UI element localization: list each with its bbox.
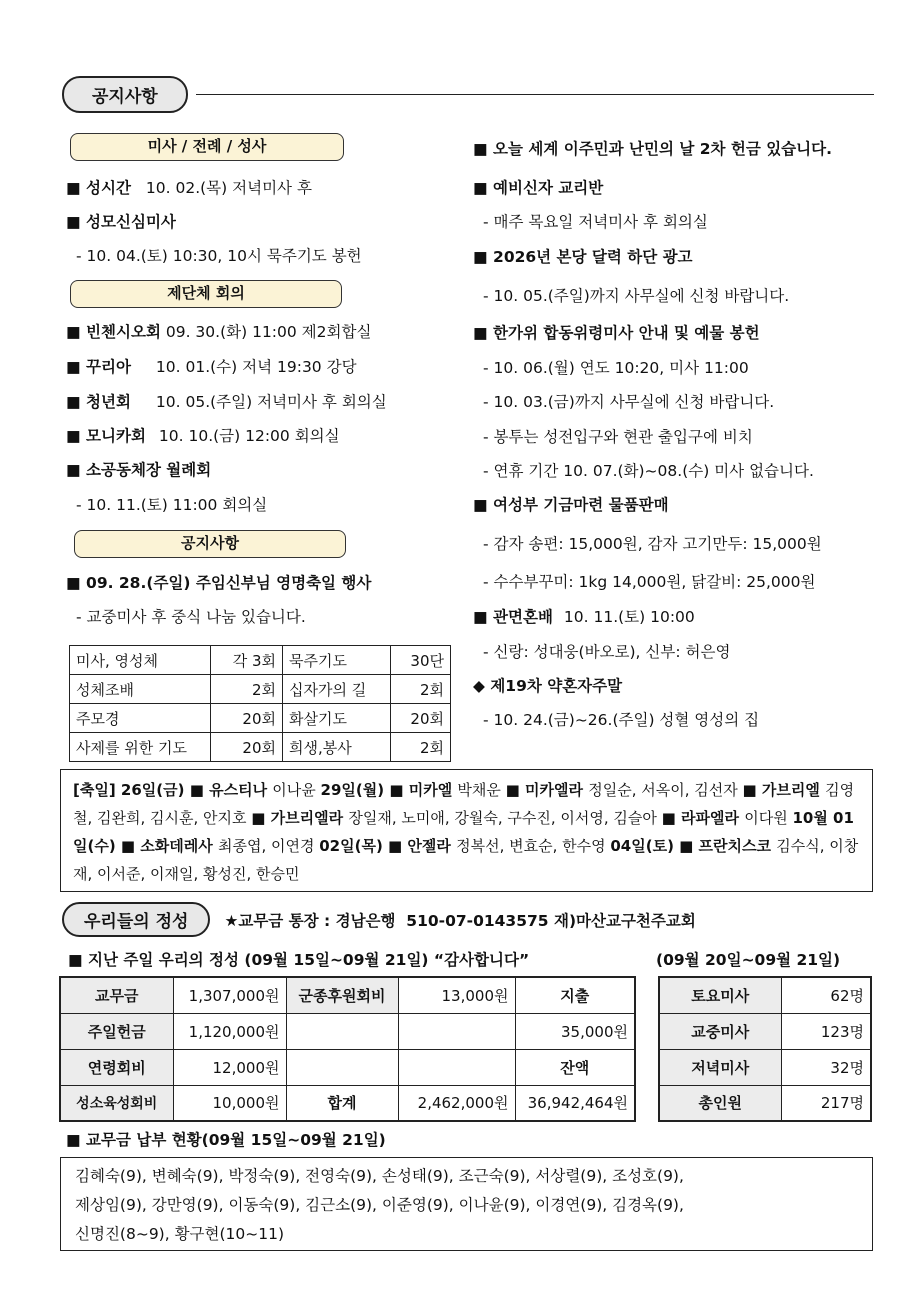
table-cell: 총인원 <box>659 1085 781 1121</box>
table-cell: 62명 <box>781 977 871 1013</box>
table-row <box>659 1085 871 1121</box>
community-title: 소공동체장 월례회 <box>86 461 212 479</box>
catechumen-text: - 매주 목요일 저녁미사 후 회의실 <box>483 213 708 231</box>
wedding-text: - 신랑: 성대웅(바오로), 신부: 허은영 <box>483 643 731 661</box>
table-cell: 주모경 <box>70 704 211 733</box>
feast-seg: ■ 가브리엘라 <box>251 809 349 827</box>
wedding-item: ■ 관면혼배 10. 11.(토) 10:00 <box>473 608 695 626</box>
feast-seg: 이다원 <box>744 809 793 827</box>
feast-seg: 29일(월) ■ 미카엘 <box>320 781 458 799</box>
groups-subheader: 제단체 회의 <box>70 280 342 308</box>
table-row <box>659 977 871 1013</box>
chuseok-line: - 10. 03.(금)까지 사무실에 신청 바랍니다. <box>483 393 775 411</box>
women-title: 여성부 기금마련 물품판매 <box>493 496 669 514</box>
table-row <box>659 1049 871 1085</box>
dues-line: 신명진(8~9), 황구현(10~11) <box>75 1225 285 1243</box>
table-cell: 13,000원 <box>398 977 515 1013</box>
table-cell: 묵주기도 <box>283 646 391 675</box>
feast-seg: ■ 유스티나 <box>189 781 273 799</box>
table-cell: 화살기도 <box>283 704 391 733</box>
retreat-title: 제19차 약혼자주말 <box>490 677 623 695</box>
wedding-time: 10. 11.(토) 10:00 <box>563 608 695 626</box>
table-cell: 12,000원 <box>173 1049 286 1085</box>
migrant-title: 오늘 세계 이주민과 난민의 날 2차 헌금 있습니다. <box>493 140 832 158</box>
feast-seg: 김수식, 이창재, 이서준, 이재일, 황성진, 한승민 <box>73 837 859 883</box>
calendar-item: ■ 2026년 본당 달력 하단 광고 <box>473 248 693 266</box>
feast-seg: 최종엽, 이연경 <box>217 837 320 855</box>
table-cell: 30단 <box>391 646 451 675</box>
table-row <box>70 675 451 704</box>
calendar-title: 2026년 본당 달력 하단 광고 <box>493 248 693 266</box>
account-info: ★교무금 통장 : 경남은행 510-07-0143575 재)마산교구천주교회 <box>224 911 696 930</box>
offering-table <box>59 976 636 1122</box>
table-cell: 주일헌금 <box>60 1013 173 1049</box>
chuseok-line: - 봉투는 성전입구와 현관 출입구에 비치 <box>483 428 753 446</box>
feast-seg: 04일(토) ■ 프란치스코 <box>610 837 777 855</box>
marian-title: 성모신심미사 <box>86 213 176 231</box>
group-name: 빈첸시오회 <box>86 323 161 341</box>
feast-seg: [축일] 26일(금) <box>73 781 190 799</box>
migrant-notice: ■ 오늘 세계 이주민과 난민의 날 2차 헌금 있습니다. <box>473 140 832 158</box>
table-row <box>70 704 451 733</box>
table-row <box>60 1049 635 1085</box>
table-row <box>60 1013 635 1049</box>
table-cell: 각 3회 <box>211 646 283 675</box>
group-text: 10. 10.(금) 12:00 회의실 <box>158 427 340 445</box>
feast-seg: ■ 가브리엘 <box>742 781 826 799</box>
table-row <box>60 1085 635 1121</box>
community-text: - 10. 11.(토) 11:00 회의실 <box>76 496 268 514</box>
table-cell: 32명 <box>781 1049 871 1085</box>
table-cell: 사제를 위한 기도 <box>70 733 211 762</box>
table-cell: 성소육성회비 <box>60 1085 173 1121</box>
table-cell <box>286 1049 398 1085</box>
weekly-offering-title: ■ 지난 주일 우리의 정성 (09월 15일~09월 21일) “감사합니다” <box>68 951 530 969</box>
table-cell: 미사, 영성체 <box>70 646 211 675</box>
feast-seg: 이나윤 <box>272 781 321 799</box>
group-item: ■ 모니카회 10. 10.(금) 12:00 회의실 <box>66 427 340 445</box>
chuseok-line: - 연휴 기간 10. 07.(화)~08.(수) 미사 없습니다. <box>483 462 814 480</box>
spiritual-bouquet-table <box>69 645 451 762</box>
table-row <box>70 733 451 762</box>
feast-seg: 정복선, 변효순, 한수영 <box>456 837 611 855</box>
table-cell: 잔액 <box>515 1049 635 1085</box>
feast-seg: ■ 라파엘라 <box>661 809 745 827</box>
table-row <box>659 1013 871 1049</box>
table-cell: 1,120,000원 <box>173 1013 286 1049</box>
group-text: 09. 30.(화) 11:00 제2회합실 <box>165 323 372 341</box>
feast-seg: 02일(목) ■ 안젤라 <box>319 837 457 855</box>
pastor-feast-text: - 교중미사 후 중식 나눔 있습니다. <box>76 608 306 626</box>
catechumen-item: ■ 예비신자 교리반 <box>473 179 604 197</box>
dues-line: 김혜숙(9), 변혜숙(9), 박정숙(9), 전영숙(9), 손성태(9), 조근숙(9), 서상렬(9), 조성호(9), <box>75 1167 684 1185</box>
pastor-feast-item: ■ 09. 28.(주일) 주임신부님 영명축일 행사 <box>66 574 372 592</box>
feast-seg: ■ 미카엘라 <box>505 781 589 799</box>
marian-text: - 10. 04.(토) 10:30, 10시 묵주기도 봉헌 <box>76 247 362 265</box>
table-cell: 20회 <box>211 704 283 733</box>
group-name: 꾸리아 <box>86 358 131 376</box>
women-line: - 감자 송편: 15,000원, 감자 고기만두: 15,000원 <box>483 535 822 553</box>
offering-section-header <box>62 902 696 937</box>
group-name: 모니카회 <box>86 427 146 445</box>
holy-hour-text: 10. 02.(목) 저녁미사 후 <box>145 179 312 197</box>
catechumen-title: 예비신자 교리반 <box>493 179 604 197</box>
group-name: 청년회 <box>86 393 131 411</box>
table-cell: 희생,봉사 <box>283 733 391 762</box>
group-item: ■ 청년회 10. 05.(주일) 저녁미사 후 회의실 <box>66 393 387 411</box>
holy-hour-title: 성시간 <box>86 179 131 197</box>
table-cell: 2회 <box>211 675 283 704</box>
women-line: - 수수부꾸미: 1kg 14,000원, 닭갈비: 25,000원 <box>483 573 816 591</box>
table-cell <box>398 1013 515 1049</box>
chuseok-item: ■ 한가위 합동위령미사 안내 및 예물 봉헌 <box>473 324 760 342</box>
table-cell: 123명 <box>781 1013 871 1049</box>
divider <box>196 94 874 96</box>
table-cell: 36,942,464원 <box>515 1085 635 1121</box>
holy-hour-item: ■ 성시간 10. 02.(목) 저녁미사 후 <box>66 179 312 197</box>
table-cell <box>398 1049 515 1085</box>
offering-header-label: 우리들의 정성 <box>62 902 210 937</box>
table-cell: 217명 <box>781 1085 871 1121</box>
group-item: ■ 꾸리아 10. 01.(수) 저녁 19:30 강당 <box>66 358 357 376</box>
table-cell: 연령회비 <box>60 1049 173 1085</box>
attendance-title: (09월 20일~09월 21일) <box>656 951 841 969</box>
notice-header-label: 공지사항 <box>62 76 188 113</box>
table-row <box>60 977 635 1013</box>
table-cell: 지출 <box>515 977 635 1013</box>
group-text: 10. 05.(주일) 저녁미사 후 회의실 <box>155 393 387 411</box>
pastor-feast-title: 09. 28.(주일) 주임신부님 영명축일 행사 <box>86 574 372 592</box>
table-cell: 교무금 <box>60 977 173 1013</box>
chuseok-title: 한가위 합동위령미사 안내 및 예물 봉헌 <box>493 324 760 342</box>
table-cell: 군종후원회비 <box>286 977 398 1013</box>
dues-list-box <box>60 1157 873 1251</box>
calendar-text: - 10. 05.(주일)까지 사무실에 신청 바랍니다. <box>483 287 790 305</box>
group-item: ■ 빈첸시오회 09. 30.(화) 11:00 제2회합실 <box>66 323 372 341</box>
table-cell: 10,000원 <box>173 1085 286 1121</box>
dues-title: ■ 교무금 납부 현황(09월 15일~09월 21일) <box>66 1131 386 1149</box>
feast-seg: 장일재, 노미애, 강월숙, 구수진, 이서영, 김슬아 <box>348 809 662 827</box>
notice-section-header <box>62 76 874 113</box>
table-cell: 2회 <box>391 675 451 704</box>
feast-seg: 10월 01일(수) ■ 소화데레사 <box>73 809 854 855</box>
table-cell: 교중미사 <box>659 1013 781 1049</box>
feast-seg: 김영철, 김완희, 김시훈, 안지호 <box>73 781 855 827</box>
table-cell: 토요미사 <box>659 977 781 1013</box>
table-cell: 20회 <box>211 733 283 762</box>
notice-subheader: 공지사항 <box>74 530 346 558</box>
table-cell: 2,462,000원 <box>398 1085 515 1121</box>
table-cell: 합계 <box>286 1085 398 1121</box>
mass-subheader: 미사 / 전례 / 성사 <box>70 133 344 161</box>
table-cell: 1,307,000원 <box>173 977 286 1013</box>
dues-line: 제상임(9), 강만영(9), 이동숙(9), 김근소(9), 이준영(9), 이나윤(9), 이경연(9), 김경옥(9), <box>75 1196 684 1214</box>
table-cell: 저녁미사 <box>659 1049 781 1085</box>
women-item: ■ 여성부 기금마련 물품판매 <box>473 496 669 514</box>
table-cell: 20회 <box>391 704 451 733</box>
wedding-title: 관면혼배 <box>493 608 553 626</box>
table-cell: 십자가의 길 <box>283 675 391 704</box>
feast-day-box <box>60 769 873 892</box>
table-cell: 35,000원 <box>515 1013 635 1049</box>
group-text: 10. 01.(수) 저녁 19:30 강당 <box>155 358 357 376</box>
chuseok-line: - 10. 06.(월) 연도 10:20, 미사 11:00 <box>483 359 749 377</box>
table-cell <box>286 1013 398 1049</box>
feast-seg: 정일순, 서옥이, 김선자 <box>588 781 743 799</box>
attendance-table <box>658 976 872 1122</box>
table-cell: 성체조배 <box>70 675 211 704</box>
retreat-item: ◆ 제19차 약혼자주말 <box>473 677 623 695</box>
feast-seg: 박채운 <box>457 781 506 799</box>
table-row <box>70 646 451 675</box>
retreat-text: - 10. 24.(금)~26.(주일) 성혈 영성의 집 <box>483 711 760 729</box>
table-cell: 2회 <box>391 733 451 762</box>
marian-item: ■ 성모신심미사 <box>66 213 176 231</box>
community-item: ■ 소공동체장 월례회 <box>66 461 212 479</box>
